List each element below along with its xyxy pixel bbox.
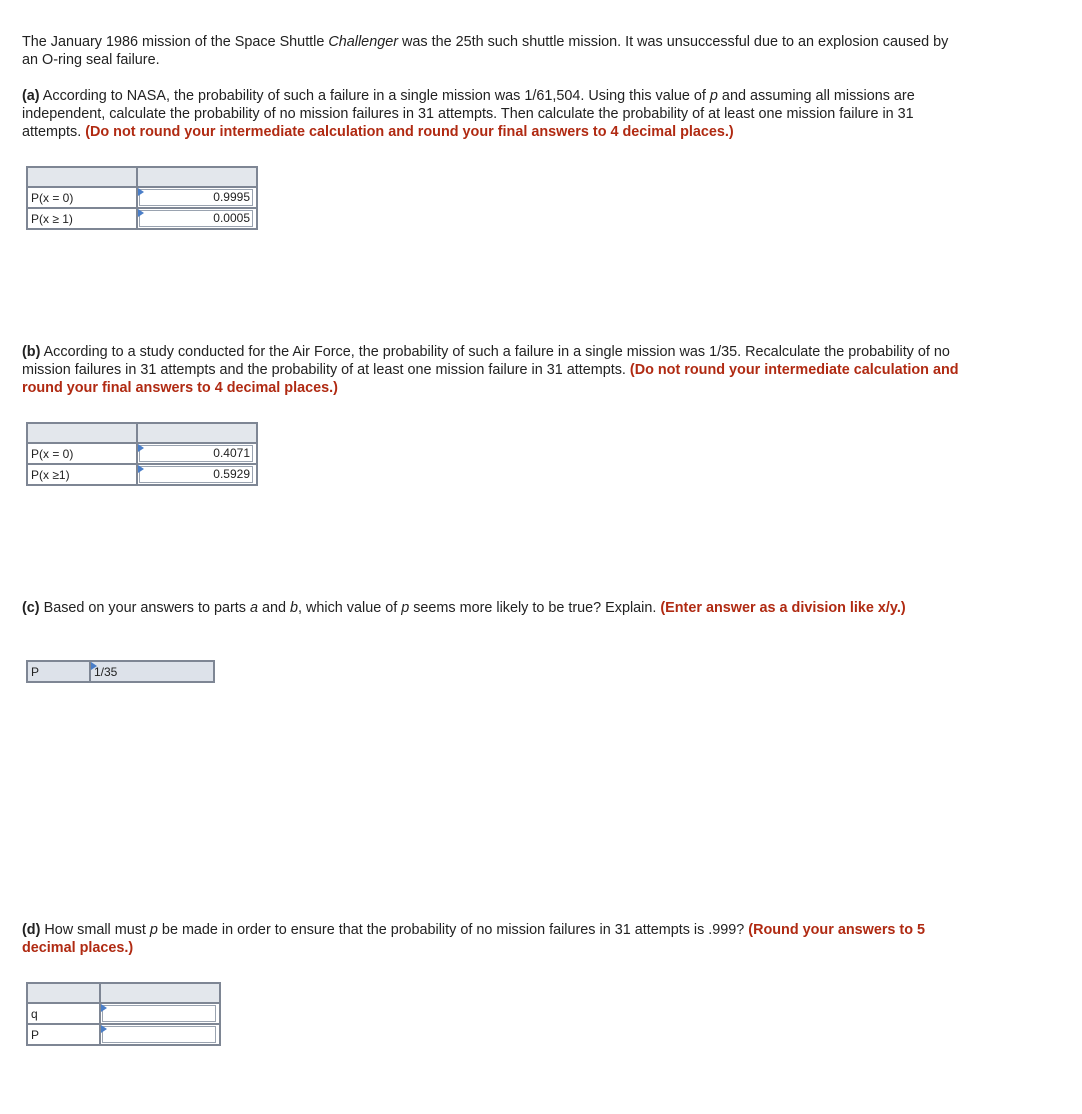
part-d-row-label: q (27, 1003, 100, 1024)
part-d-answer-cell[interactable] (100, 1003, 220, 1024)
part-b-label: (b) (22, 344, 41, 360)
part-a-answer-input[interactable]: 0.9995 (139, 189, 253, 206)
part-d-header-cell (27, 983, 100, 1003)
part-b-row-label: P(x = 0) (27, 443, 137, 464)
table-row (27, 1024, 220, 1045)
part-a-p: p (709, 88, 718, 104)
part-a-label: (a) (22, 88, 40, 104)
part-d-header-cell (100, 983, 220, 1003)
answer-flag-icon (101, 1025, 107, 1033)
part-b-header-row (27, 423, 257, 443)
intro-text-2: was the 25th such shuttle mission. It was unsuccessful due to an explosion caused by an O-ring seal failure. (22, 34, 949, 68)
part-b-table (26, 422, 258, 486)
part-a-answer-cell[interactable] (137, 187, 257, 208)
part-b-answer-cell[interactable] (137, 464, 257, 485)
intro-text-1: The January 1986 mission of the Space Shuttle (22, 34, 329, 50)
part-a-text-2: and assuming all missions are independent, calculate the probability of no mission failures in 31 attempts. Then calculate the probability of at least one mission failure in 31 attempts. (22, 88, 915, 140)
part-c-text-3: seems more likely to be true? Explain. (409, 600, 661, 616)
part-d-header-row (27, 983, 220, 1003)
part-d-p: p (149, 922, 158, 938)
part-a-text-1: According to NASA, the probability of such a failure in a single mission was 1/61,504. Using this value of (39, 88, 710, 104)
part-b-row-label: P(x ≥1) (27, 464, 137, 485)
answer-flag-icon (138, 209, 144, 217)
part-b-note: (Do not round your intermediate calculation and round your final answers to 4 decimal places.) (22, 362, 959, 396)
intro-text (22, 33, 962, 69)
part-b-answer-cell[interactable] (137, 443, 257, 464)
part-a-note: (Do not round your intermediate calculation and round your final answers to 4 decimal places.) (85, 124, 734, 140)
part-a-header-cell (27, 167, 137, 187)
part-d-text-2: be made in order to ensure that the probability of no mission failures in 31 attempts is .999? (157, 922, 749, 938)
part-b-text-1: According to a study conducted for the Air Force, the probability of such a failure in a single mission was 1/35. Recalculate the probability of no mission failures in 31 attempts and the probability of at least one mission failure in 31 attempts. (22, 344, 950, 378)
part-c-a: a (249, 600, 258, 616)
part-c-answer-cell[interactable] (90, 661, 214, 682)
part-b-question (22, 343, 962, 397)
table-row (27, 208, 257, 229)
part-c-row-label: P (27, 661, 90, 682)
part-d-table (26, 982, 221, 1046)
part-a-row-label: P(x ≥ 1) (27, 208, 137, 229)
part-c-b: b (290, 600, 299, 616)
part-a-table (26, 166, 258, 230)
part-a-question (22, 87, 962, 141)
part-c-and: and (257, 600, 290, 616)
part-a-row-label: P(x = 0) (27, 187, 137, 208)
answer-flag-icon (91, 662, 97, 670)
part-c-answer-input[interactable]: 1/35 (94, 664, 118, 679)
part-d-answer-input[interactable] (102, 1005, 216, 1022)
part-a-header-row (27, 167, 257, 187)
table-row (27, 661, 214, 682)
part-c-p: p (401, 600, 410, 616)
part-b-header-cell (27, 423, 137, 443)
part-c-question (22, 599, 962, 617)
part-c-text-1: Based on your answers to parts (39, 600, 250, 616)
part-d-answer-cell[interactable] (100, 1024, 220, 1045)
part-a-header-cell (137, 167, 257, 187)
part-c-table (26, 660, 215, 683)
answer-flag-icon (138, 188, 144, 196)
table-row (27, 443, 257, 464)
part-d-answer-input[interactable] (102, 1026, 216, 1043)
part-b-header-cell (137, 423, 257, 443)
part-d-question (22, 921, 962, 957)
answer-flag-icon (138, 444, 144, 452)
part-a-answer-input[interactable]: 0.0005 (139, 210, 253, 227)
answer-flag-icon (101, 1004, 107, 1012)
table-row (27, 187, 257, 208)
part-b-answer-input[interactable]: 0.4071 (139, 445, 253, 462)
part-d-label: (d) (22, 922, 41, 938)
part-d-row-label: P (27, 1024, 100, 1045)
part-c-label: (c) (22, 600, 40, 616)
part-c-note: (Enter answer as a division like x/y.) (660, 600, 906, 616)
part-c-text-2: , which value of (298, 600, 402, 616)
answer-flag-icon (138, 465, 144, 473)
part-b-answer-input[interactable]: 0.5929 (139, 466, 253, 483)
part-a-answer-cell[interactable] (137, 208, 257, 229)
table-row (27, 464, 257, 485)
table-row (27, 1003, 220, 1024)
part-d-text-1: How small must (40, 922, 150, 938)
intro-italic: Challenger (328, 34, 398, 50)
part-d-note: (Round your answers to 5 decimal places.) (22, 922, 926, 956)
